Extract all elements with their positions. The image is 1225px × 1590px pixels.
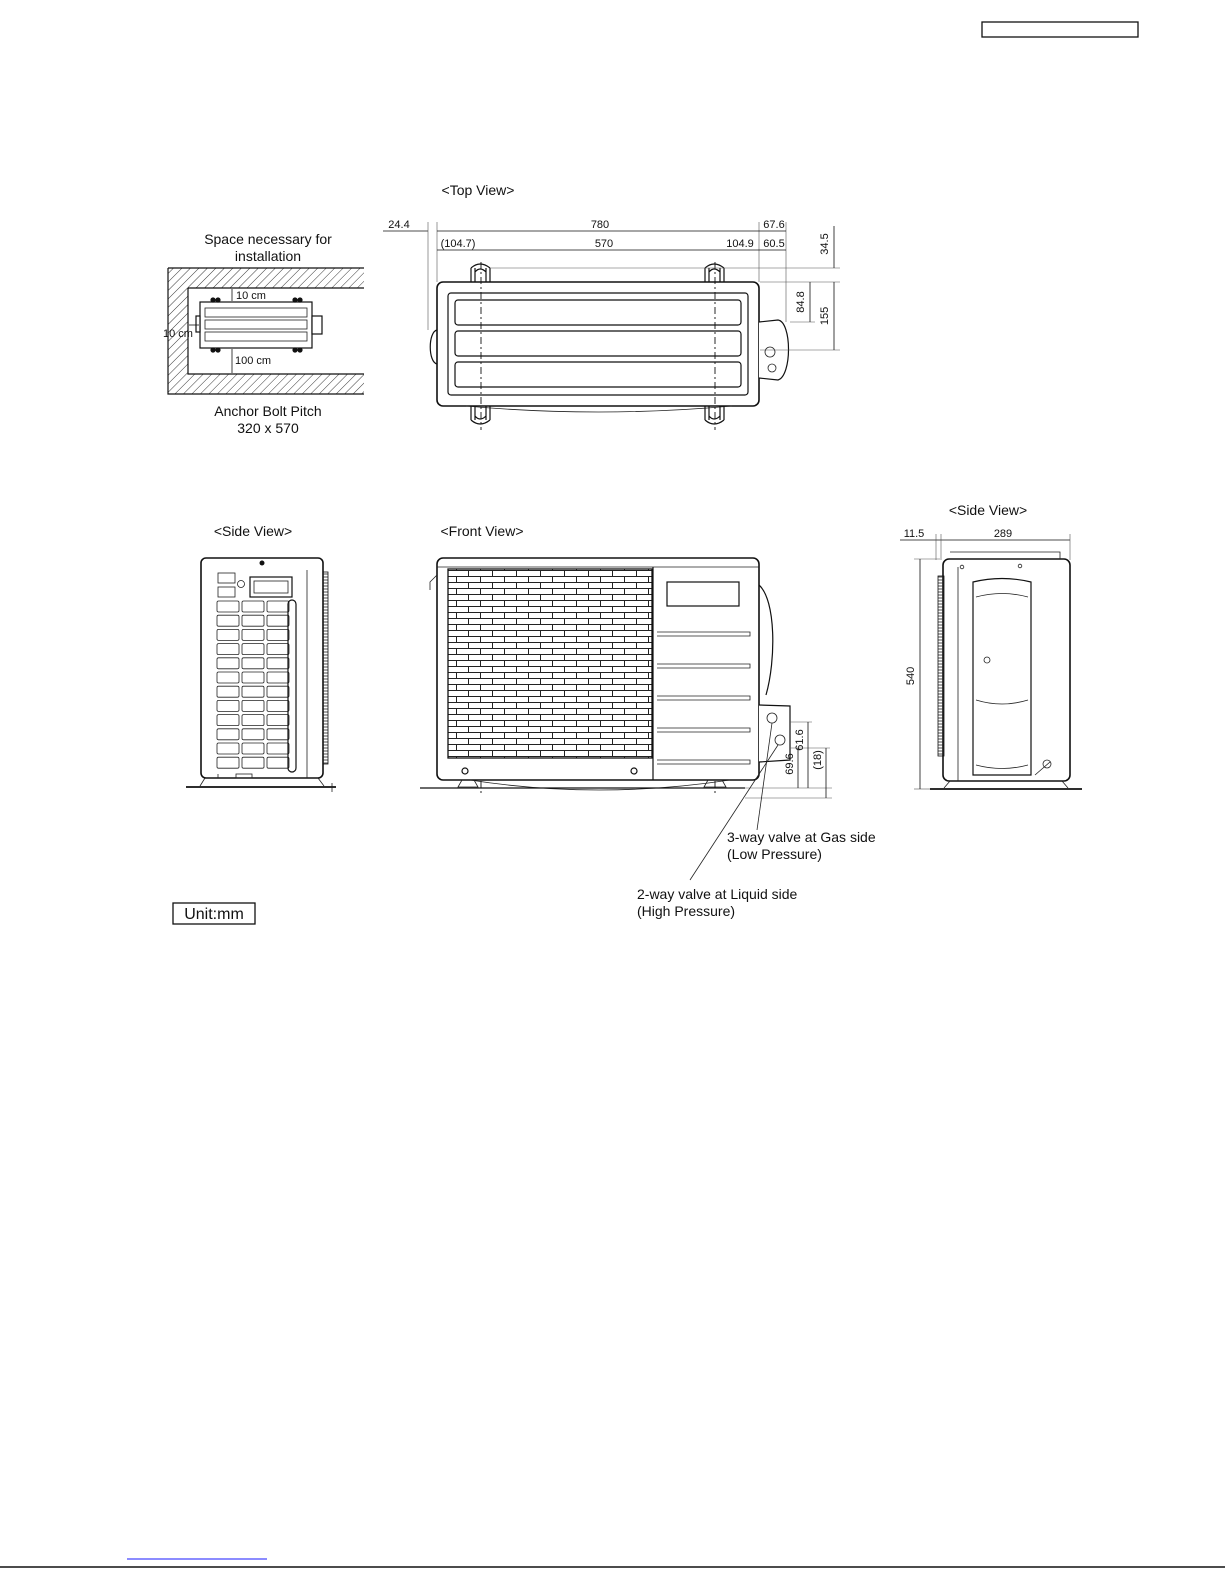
liquid-valve-label-2: (High Pressure)	[637, 903, 736, 919]
front-view-foot	[458, 780, 478, 787]
mini-foot	[292, 347, 297, 352]
mini-valve-box	[312, 316, 322, 334]
mini-side-cap	[196, 316, 200, 332]
left-side-view-title: <Side View>	[213, 523, 293, 539]
top-view-left-cap	[430, 330, 437, 364]
clear-side-label: 10 cm	[163, 328, 193, 340]
dim-24-4: 24.4	[388, 219, 410, 231]
left-side-fins	[323, 572, 328, 764]
right-side-top-lip	[950, 552, 1060, 559]
mini-foot	[210, 347, 215, 352]
clear-front-label: 100 cm	[235, 355, 272, 367]
dim-11-5: 11.5	[903, 528, 925, 540]
top-view-base-curve	[466, 406, 732, 412]
dim-570: 570	[594, 238, 614, 250]
dim-60-5: 60.5	[763, 238, 785, 250]
dim-780: 780	[590, 219, 610, 231]
left-side-view	[186, 523, 336, 792]
left-side-body	[201, 558, 323, 778]
left-side-foot	[318, 778, 324, 786]
mini-foot	[215, 347, 220, 352]
anchor-line1: Anchor Bolt Pitch	[214, 403, 322, 419]
right-side-feet	[944, 781, 1068, 788]
unit-label: Unit:mm	[184, 906, 244, 923]
mini-foot	[297, 297, 302, 302]
front-view-left-hook	[430, 575, 437, 590]
liquid-valve-label-1: 2-way valve at Liquid side	[637, 886, 798, 902]
right-side-view-title: <Side View>	[948, 502, 1028, 518]
mini-foot	[215, 297, 220, 302]
install-title-line1: Space necessary for	[204, 231, 332, 247]
right-side-body	[943, 559, 1070, 781]
top-view-foot	[471, 406, 490, 424]
anchor-line2: 320 x 570	[237, 420, 299, 436]
dim-289: 289	[993, 528, 1013, 540]
top-view-title: <Top View>	[441, 182, 515, 198]
dim-69-6: 69.6	[784, 753, 796, 775]
dim-104-7: (104.7)	[440, 238, 476, 250]
gas-valve-label-2: (Low Pressure)	[727, 846, 822, 862]
right-side-view	[900, 502, 1082, 789]
installation-space-panel	[163, 231, 364, 436]
dim-61-6: 61.6	[794, 729, 806, 751]
top-view	[383, 182, 840, 430]
mini-foot	[210, 297, 215, 302]
dim-540: 540	[905, 666, 917, 686]
front-view-grille	[448, 569, 652, 758]
top-view-foot	[705, 406, 724, 424]
mini-foot	[292, 297, 297, 302]
top-view-foot	[705, 264, 724, 282]
dim-34-5: 34.5	[819, 233, 831, 255]
dim-104-9: 104.9	[726, 238, 754, 250]
left-side-foot	[200, 778, 205, 786]
clear-top-label: 10 cm	[236, 290, 266, 302]
front-view-title: <Front View>	[440, 523, 524, 539]
top-view-foot	[471, 264, 490, 282]
mini-foot	[297, 347, 302, 352]
model-number-box	[982, 22, 1138, 37]
dim-18: (18)	[812, 750, 824, 770]
dim-155: 155	[819, 306, 831, 326]
dim-67-6: 67.6	[763, 219, 785, 231]
front-view-rear-housing	[759, 585, 773, 695]
dim-84-8: 84.8	[795, 291, 807, 313]
gas-valve-label-1: 3-way valve at Gas side	[727, 829, 876, 845]
left-side-screw	[260, 561, 265, 566]
install-title-line2: installation	[234, 248, 302, 264]
right-side-fins	[938, 576, 944, 756]
